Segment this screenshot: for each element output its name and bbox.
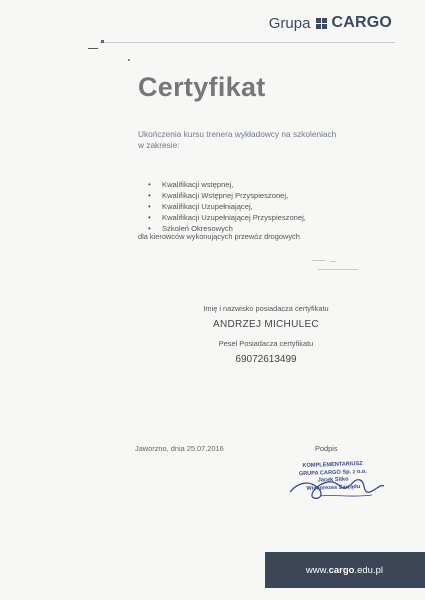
subtitle-line-2: w zakresie: [138, 140, 180, 150]
scan-dot [128, 59, 130, 61]
url-brand: cargo [328, 565, 355, 576]
stamp-line: GRUPA CARGO Sp. z o.o. [298, 468, 367, 477]
footer-website-link[interactable] [306, 565, 383, 576]
url-suffix: .edu.pl [354, 565, 383, 576]
url-prefix: www. [305, 565, 329, 576]
place-date: Jaworzno, dnia 25.07.2016 [135, 444, 224, 453]
stamp-line: Wiceprezes Zarządu [306, 483, 361, 492]
stamp-line: Jacek Sitko [317, 476, 349, 484]
scan-mark [88, 48, 98, 49]
signature-label: Podpis [315, 444, 338, 453]
qualifications-list [148, 180, 306, 235]
list-item: • Kwalifikacji Wstępnej Przyspieszonej, [148, 191, 306, 202]
list-item: • Kwalifikacji wstępnej, [148, 180, 306, 191]
list-item: • Kwalifikacji Uzupełniającej, [148, 202, 306, 213]
holder-name: ANDRZEJ MICHULEC [213, 319, 319, 330]
subtitle-line-1: Ukończenia kursu trenera wykładowcy na szkoleniach [138, 129, 337, 139]
header-divider [100, 42, 395, 43]
pesel-value: 69072613499 [235, 354, 297, 365]
pesel-label: Pesel Posiadacza certyfikatu [218, 339, 314, 348]
list-item: • Kwalifikacji Uzupełniającej Przyspieszonej, [148, 213, 306, 224]
holder-name-label: Imię i nazwisko posiadacza certyfikatu [203, 304, 329, 313]
faint-scan-marks [310, 258, 370, 274]
logo-grupa-text: Grupa [268, 14, 311, 32]
scan-dot [101, 40, 104, 43]
drivers-text: dla kierowców wykonujących przewóz drogowych [138, 232, 300, 241]
grupa-cargo-logo [269, 14, 392, 32]
certificate-title: Certyfikat [138, 72, 266, 102]
list-item: • Szkoleń Okresowych [148, 224, 306, 235]
logo-cargo-text: CARGO [331, 14, 392, 31]
stamp-line: KOMPLEMENTARIUSZ [302, 460, 363, 470]
certificate-subtitle [138, 129, 388, 151]
handwritten-signature [280, 468, 390, 508]
cargo-squares-icon [316, 18, 327, 29]
